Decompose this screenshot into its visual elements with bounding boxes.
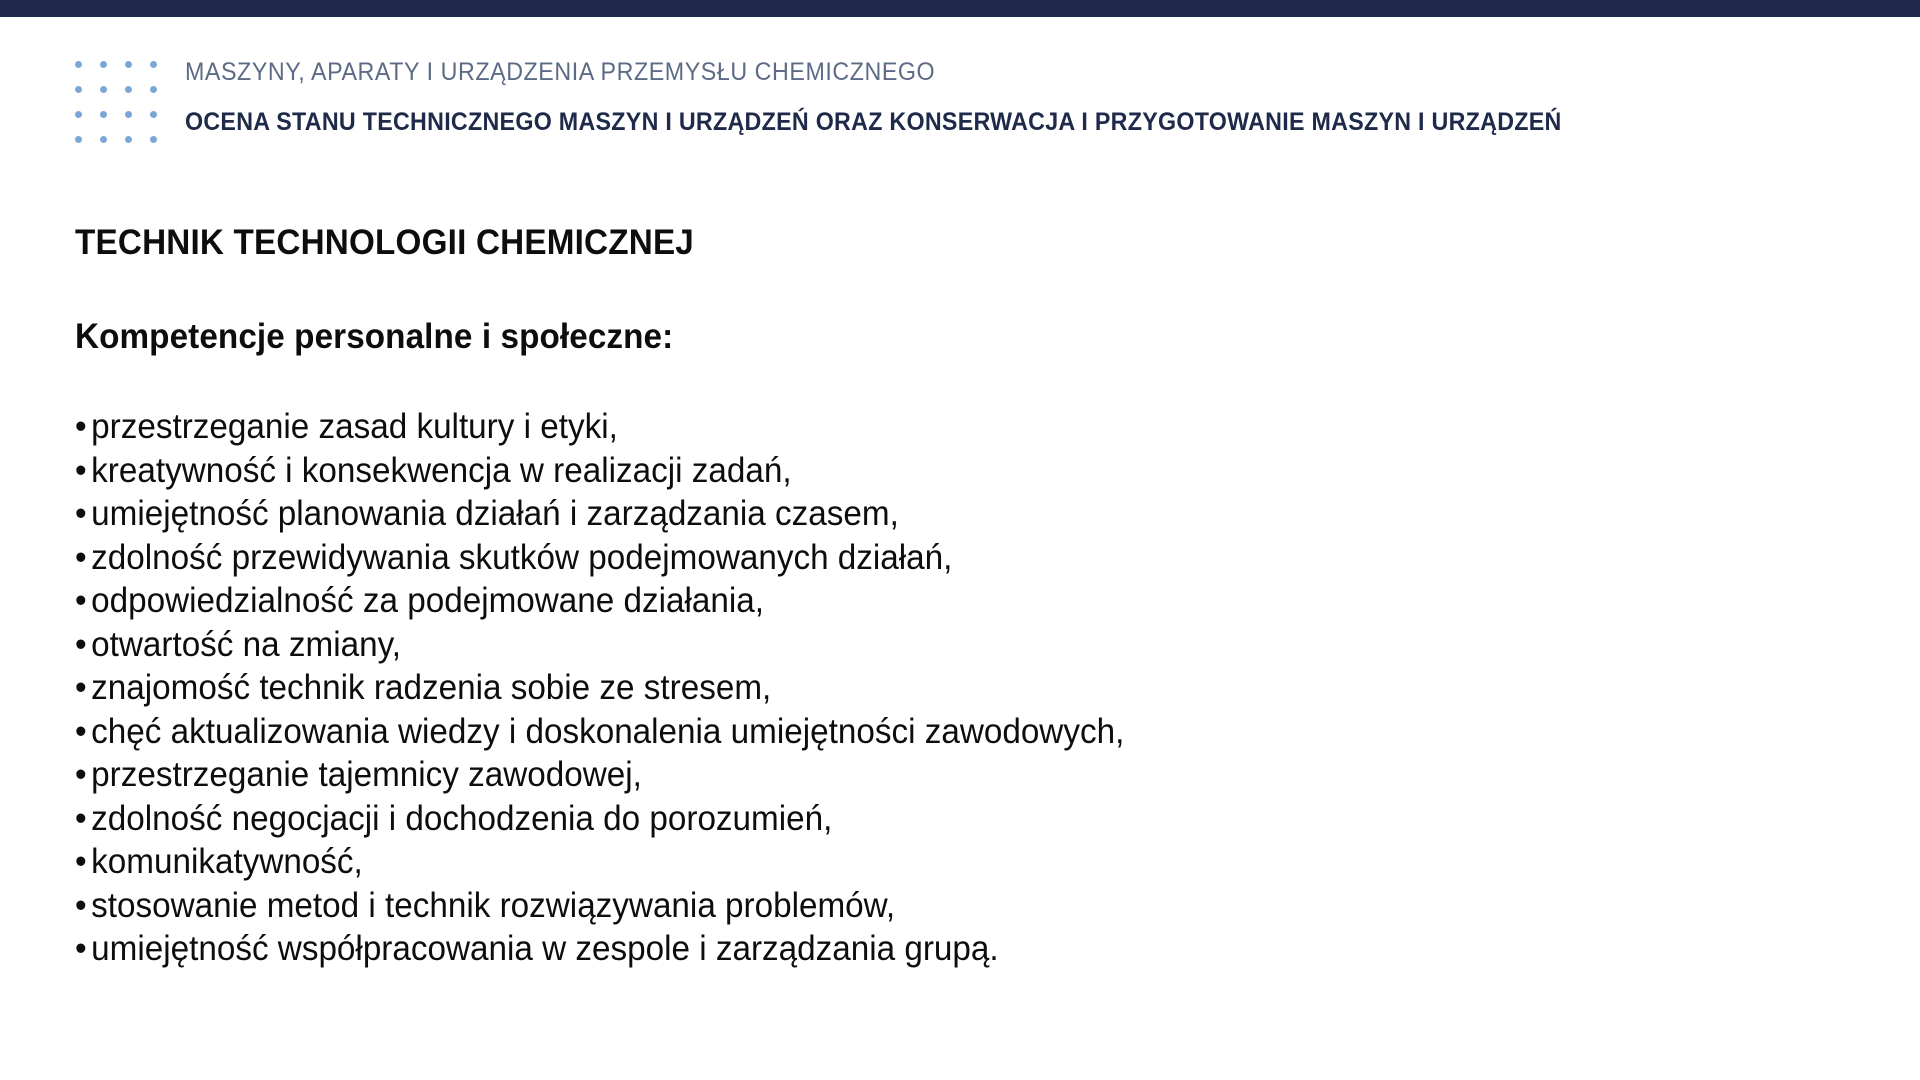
list-item: [75, 884, 1747, 928]
list-item-label: zdolność negocjacji i dochodzenia do porozumień,: [91, 798, 833, 838]
list-item: [75, 666, 1747, 710]
list-item-label: przestrzeganie tajemnicy zawodowej,: [91, 755, 642, 794]
section-title: Kompetencje personalne i społeczne:: [75, 317, 674, 356]
grid-dot: [75, 86, 82, 93]
grid-dot: [150, 136, 157, 143]
list-item-label: kreatywność i konsekwencja w realizacji zadań,: [91, 450, 792, 490]
bullet-marker-icon: •: [75, 711, 87, 751]
topic-label: OCENA STANU TECHNICZNEGO MASZYN I URZĄDZEŃ ORAZ KONSERWACJA I PRZYGOTOWANIE MASZYN I URZĄDZEŃ: [185, 108, 1562, 137]
grid-dot: [150, 111, 157, 118]
grid-dot: [150, 61, 157, 68]
list-item: [75, 536, 1747, 580]
grid-dot: [150, 86, 157, 93]
slide-content: [75, 222, 1835, 971]
grid-dot: [75, 136, 82, 143]
list-item: [75, 840, 1747, 884]
grid-dot: [75, 61, 82, 68]
list-item: [75, 623, 1747, 667]
list-item-label: chęć aktualizowania wiedzy i doskonalenia umiejętności zawodowych,: [91, 711, 1125, 751]
bullet-marker-icon: •: [75, 537, 87, 577]
list-item-label: komunikatywność,: [91, 842, 363, 881]
bullet-marker-icon: •: [75, 668, 87, 707]
bullet-marker-icon: •: [75, 581, 87, 620]
list-item: [75, 405, 1747, 449]
list-item-label: przestrzeganie zasad kultury i etyki,: [91, 407, 618, 446]
dot-grid-decoration: [75, 61, 165, 153]
list-item-label: umiejętność współpracowania w zespole i zarządzania grupą.: [91, 929, 999, 968]
grid-dot: [125, 111, 132, 118]
top-accent-bar: [0, 0, 1920, 17]
grid-dot: [125, 61, 132, 68]
list-item-label: odpowiedzialność za podejmowane działania,: [91, 581, 764, 620]
bullet-marker-icon: •: [75, 929, 87, 968]
list-item: [75, 797, 1747, 841]
bullet-marker-icon: •: [75, 624, 87, 664]
job-title: TECHNIK TECHNOLOGII CHEMICZNEJ: [75, 223, 694, 262]
bullet-marker-icon: •: [75, 842, 87, 881]
bullet-marker-icon: •: [75, 450, 87, 490]
list-item: [75, 927, 1747, 971]
grid-dot: [100, 86, 107, 93]
grid-dot: [100, 111, 107, 118]
grid-dot: [125, 136, 132, 143]
bullet-marker-icon: •: [75, 885, 87, 925]
grid-dot: [100, 136, 107, 143]
subject-label: MASZYNY, APARATY I URZĄDZENIA PRZEMYSŁU CHEMICZNEGO: [185, 58, 936, 86]
header-text-block: [185, 57, 1835, 139]
bullet-marker-icon: •: [75, 755, 87, 794]
grid-dot: [100, 61, 107, 68]
list-item-label: umiejętność planowania działań i zarządzania czasem,: [91, 494, 899, 533]
list-item-label: zdolność przewidywania skutków podejmowanych działań,: [91, 537, 953, 577]
competency-list: [75, 405, 1835, 971]
list-item: [75, 492, 1747, 536]
grid-dot: [75, 111, 82, 118]
list-item: [75, 753, 1747, 797]
list-item: [75, 710, 1747, 754]
bullet-marker-icon: •: [75, 407, 87, 446]
bullet-marker-icon: •: [75, 798, 87, 838]
slide-canvas: [0, 17, 1920, 1080]
bullet-marker-icon: •: [75, 494, 87, 533]
list-item-label: znajomość technik radzenia sobie ze stresem,: [91, 668, 772, 707]
grid-dot: [125, 86, 132, 93]
list-item-label: otwartość na zmiany,: [91, 624, 401, 664]
list-item: [75, 449, 1747, 493]
list-item-label: stosowanie metod i technik rozwiązywania problemów,: [91, 885, 896, 925]
list-item: [75, 579, 1747, 623]
